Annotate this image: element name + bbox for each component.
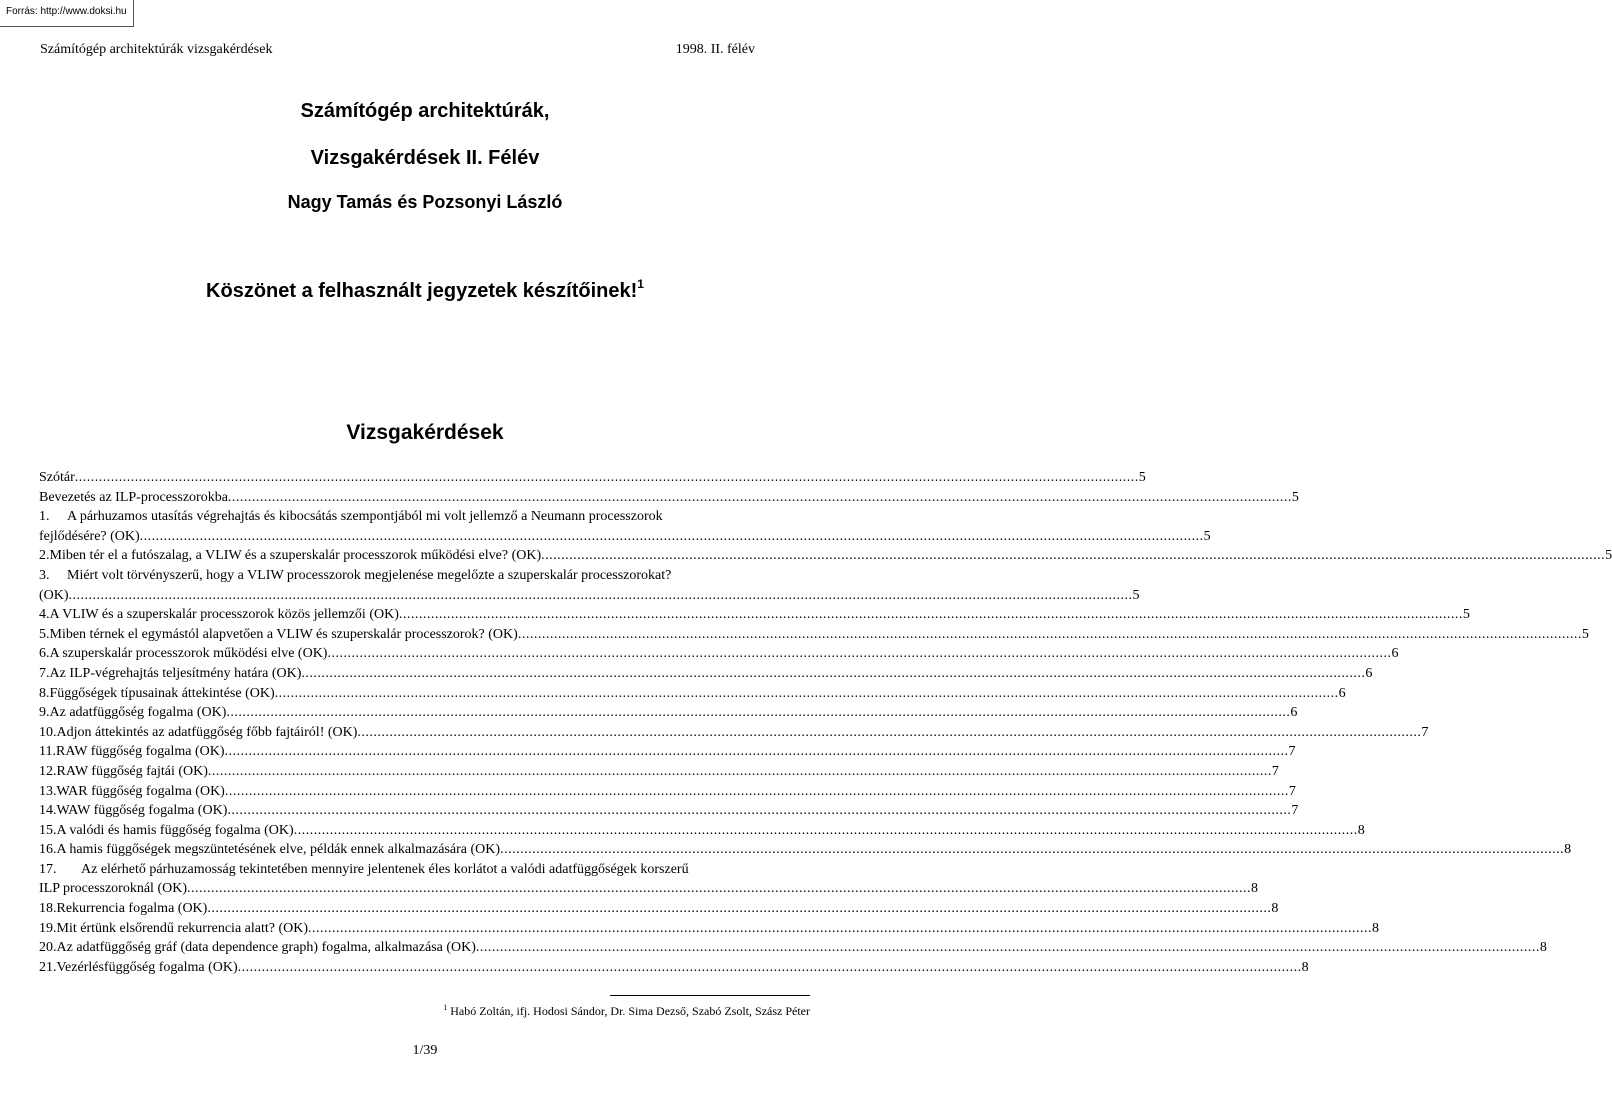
toc-entry <box>39 840 1572 860</box>
toc-entry-continuation <box>39 879 1258 899</box>
toc-page-number: 8 <box>1539 940 1547 956</box>
footnote <box>443 1003 810 1019</box>
footnote-text: Habó Zoltán, ifj. Hodosi Sándor, Dr. Sima Dezső, Szabó Zsolt, Szász Péter <box>450 1004 810 1018</box>
toc-entry-number: 3. <box>39 567 50 583</box>
toc-page-number: 8 <box>1271 901 1279 917</box>
toc-leader-dots <box>75 468 1139 488</box>
toc-entry-number: 5. <box>39 626 50 642</box>
toc-entry <box>39 625 1589 645</box>
source-text: Forrás: http://www.doksi.hu <box>6 6 127 17</box>
toc-entry-number: 13. <box>39 783 57 799</box>
toc-entry <box>39 762 1279 782</box>
toc-entry-number: 9. <box>39 705 50 721</box>
page-number: 1/39 <box>412 1043 438 1058</box>
toc-entry <box>39 546 1612 566</box>
footnote-divider <box>610 995 810 996</box>
toc-entry <box>39 742 1296 762</box>
toc-entry-number: 1. <box>39 509 50 525</box>
toc-page-number: 6 <box>1365 665 1373 681</box>
toc-entry-number: 17. <box>39 861 57 877</box>
toc-leader-dots <box>301 664 1365 684</box>
toc-entry-number: 20. <box>39 940 57 956</box>
toc-entry-number: 19. <box>39 920 57 936</box>
toc-entry <box>39 684 1346 704</box>
toc-entry <box>39 899 1279 919</box>
toc-entry <box>39 938 1547 958</box>
toc-entry-title: WAR függőség fogalma (OK) <box>56 783 225 799</box>
footnote-mark: 1 <box>443 1003 448 1012</box>
toc-leader-dots <box>518 625 1582 645</box>
toc-entry-title: Az ILP-végrehajtás teljesítmény határa (OK) <box>49 665 302 681</box>
toc-leader-dots <box>207 899 1271 919</box>
toc-entry <box>39 664 1373 684</box>
toc-entry-number: 15. <box>39 822 57 838</box>
main-title: Számítógép architektúrák, <box>300 100 550 122</box>
toc-entry <box>39 488 1299 508</box>
toc-page-number: 8 <box>1357 822 1365 838</box>
toc-entry-title: A hamis függőségek megszüntetésének elve, példák ennek alkalmazására (OK) <box>56 842 501 858</box>
toc-page-number: 8 <box>1251 881 1258 897</box>
toc-page-number: 7 <box>1291 803 1299 819</box>
toc-entry <box>39 821 1365 841</box>
toc-entry-title: Szótár <box>39 470 75 485</box>
acknowledgement-text: Köszönet a felhasznált jegyzetek készítőinek! <box>206 280 638 302</box>
toc-entry-title: WAW függőség fogalma (OK) <box>56 803 228 819</box>
toc-entry-number: 10. <box>39 724 57 740</box>
toc-entry-title: Mit értünk elsőrendű rekurrencia alatt? (OK) <box>56 920 309 936</box>
toc-leader-dots <box>476 938 1540 958</box>
toc-page-number: 8 <box>1564 842 1572 858</box>
toc-entry-number: 12. <box>39 763 57 779</box>
header-document-title: Számítógép architektúrák vizsgakérdések <box>40 42 273 57</box>
toc-page-number: 5 <box>1605 548 1612 564</box>
toc-entry <box>39 801 1299 821</box>
toc-page-number: 5 <box>1203 528 1211 544</box>
toc-entry-title: A VLIW és a szuperskalár processzorok közös jellemzői (OK) <box>49 607 399 623</box>
toc-leader-dots <box>226 703 1290 723</box>
toc-entry-number: 14. <box>39 803 57 819</box>
toc-page-number: 6 <box>1338 685 1346 701</box>
toc-entry-title: Függőségek típusainak áttekintése (OK) <box>49 685 275 701</box>
toc-entry-title: Miben tér el a futószalag, a VLIW és a szuperskalár processzorok működési elve? (OK) <box>49 548 542 564</box>
toc-page-number: 8 <box>1301 959 1309 975</box>
section-heading: Vizsgakérdések <box>346 421 504 444</box>
toc-leader-dots <box>275 684 1339 704</box>
toc-entry-title: Adjon áttekintés az adatfüggőség főbb fajtáiról! (OK) <box>56 724 358 740</box>
toc-entry <box>39 958 1309 978</box>
toc-entry-number: 4. <box>39 607 50 623</box>
toc-entry-title: Az elérhető párhuzamosság tekintetében mennyire jelentenek éles korlátot a valódi adatfüggőségek korszerű <box>81 861 689 877</box>
toc-entry-title: Az adatfüggőség fogalma (OK) <box>49 705 227 721</box>
toc-leader-dots <box>541 546 1605 566</box>
toc-leader-dots <box>357 723 1421 743</box>
running-header <box>40 40 755 60</box>
toc-leader-dots <box>225 742 1289 762</box>
toc-entry <box>39 605 1470 625</box>
toc-entry-number: 2. <box>39 548 50 564</box>
toc-leader-dots <box>294 821 1358 841</box>
toc-entry-title: A párhuzamos utasítás végrehajtás és kibocsátás szempontjából mi volt jellemző a Neumann processzorok <box>67 509 663 525</box>
toc-entry-continuation <box>39 586 1140 606</box>
toc-page-number: 5 <box>1462 607 1470 623</box>
toc-entry-title: A szuperskalár processzorok működési elve (OK) <box>49 646 328 662</box>
toc-entry-title-continued: ILP processzoroknál (OK) <box>39 881 187 897</box>
toc-entry-title: RAW függőség fajtái (OK) <box>56 763 208 779</box>
toc-entry-number: 21. <box>39 959 57 975</box>
toc-page-number: 5 <box>1581 626 1589 642</box>
footnote-reference: 1 <box>637 277 644 291</box>
toc-page-number: 7 <box>1288 783 1296 799</box>
toc-entry-title: Miért volt törvényszerű, hogy a VLIW processzorok megjelenése megelőzte a szuperskalár processzorokat? <box>67 567 672 583</box>
toc-entry <box>39 919 1380 939</box>
toc-entry-number: 8. <box>39 685 50 701</box>
toc-page-number: 8 <box>1372 920 1380 936</box>
toc-entry-number: 6. <box>39 646 50 662</box>
toc-entry-title: Bevezetés az ILP-processzorokba <box>39 489 228 505</box>
table-of-contents <box>39 468 1612 977</box>
toc-leader-dots <box>327 644 1391 664</box>
toc-entry-title: Miben térnek el egymástól alapvetően a VLIW és szuperskalár processzorok? (OK) <box>49 626 518 642</box>
toc-leader-dots <box>227 801 1291 821</box>
toc-page-number: 5 <box>1291 489 1299 505</box>
toc-page-number: 7 <box>1288 744 1296 760</box>
source-label <box>0 0 134 27</box>
subtitle: Vizsgakérdések II. Félév <box>310 147 540 169</box>
toc-leader-dots <box>225 782 1289 802</box>
toc-leader-dots <box>69 586 1133 606</box>
toc-entry <box>39 723 1429 743</box>
toc-page-number: 5 <box>1138 470 1146 485</box>
toc-entry <box>39 703 1298 723</box>
toc-page-number: 6 <box>1290 705 1298 721</box>
toc-entry-number: 16. <box>39 842 57 858</box>
toc-page-number: 7 <box>1271 763 1279 779</box>
authors: Nagy Tamás és Pozsonyi László <box>287 192 563 212</box>
toc-page-number: 7 <box>1421 724 1429 740</box>
toc-leader-dots <box>187 879 1251 899</box>
toc-leader-dots <box>238 958 1302 978</box>
toc-leader-dots <box>308 919 1372 939</box>
toc-entry <box>39 860 809 880</box>
toc-leader-dots <box>208 762 1272 782</box>
toc-entry-title-continued: (OK) <box>39 587 69 603</box>
toc-leader-dots <box>228 488 1292 508</box>
toc-entry-continuation <box>39 527 1211 547</box>
toc-leader-dots <box>140 527 1204 547</box>
toc-entry-title: RAW függőség fogalma (OK) <box>55 744 225 760</box>
toc-entry-title: A valódi és hamis függőség fogalma (OK) <box>56 822 294 838</box>
toc-page-number: 5 <box>1132 587 1140 603</box>
toc-entry-title: Vezérlésfüggőség fogalma (OK) <box>56 959 238 975</box>
toc-entry <box>39 566 809 586</box>
toc-entry-title-continued: fejlődésére? (OK) <box>39 528 140 544</box>
toc-entry <box>39 644 1399 664</box>
toc-entry-title: Az adatfüggőség gráf (data dependence graph) fogalma, alkalmazása (OK) <box>56 940 476 956</box>
toc-leader-dots <box>399 605 1463 625</box>
toc-entry-title: Rekurrencia fogalma (OK) <box>56 901 208 917</box>
toc-entry <box>39 507 809 527</box>
toc-entry-number: 18. <box>39 901 57 917</box>
acknowledgement <box>0 278 850 304</box>
toc-entry-number: 11. <box>39 744 56 760</box>
toc-entry <box>39 468 1146 488</box>
toc-entry <box>39 782 1296 802</box>
toc-page-number: 6 <box>1391 646 1399 662</box>
toc-leader-dots <box>500 840 1564 860</box>
header-semester: 1998. II. félév <box>675 42 755 57</box>
toc-entry-number: 7. <box>39 665 50 681</box>
